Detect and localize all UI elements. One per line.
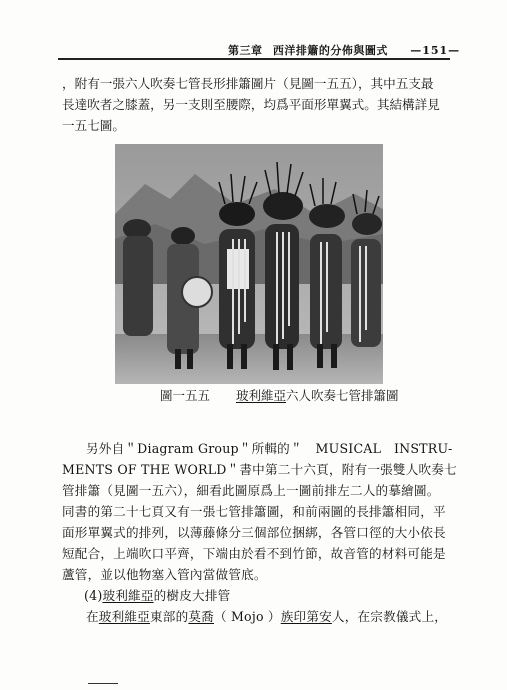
text-line: 長達吹者之膝蓋，另一支則至腰際，均爲平面形單翼式。其結構詳見 [62,97,440,112]
text-fragment: （ Mojo ） [213,609,281,624]
subsection-title: 的樹皮大排管 [153,588,231,603]
text-line: 同書的第二十七頁又有一張七管排簫圖，和前兩圖的長排簫相同，平 [62,504,446,519]
text-tribe: 莫喬 [188,609,214,624]
panpipe-players-photo [115,144,383,384]
text-line: ，附有一張六人吹奏七管長形排簫圖片（見圖一五五），其中五支最 [62,76,434,91]
text-line: 蘆管，並以他物塞入管內當做管底。 [62,567,267,582]
text-fragment: 東部的 [149,609,189,624]
figure-number: 圖一五五 [160,388,211,403]
text-line: MENTS OF THE WORLD＂書中第二十六頁，附有一張雙人吹奏七 [62,462,457,477]
text-line-last [62,606,452,627]
caption-text: 六人吹奏七管排簫圖 [286,388,399,403]
text-people: 族印第安 [280,609,332,624]
text-line: 一五七圖。 [62,118,125,133]
page-number: —151— [410,44,461,57]
text-country: 玻利維亞 [98,609,150,624]
text-line: 短配合，上端吹口平齊，下端由於看不到竹節，故音管的材料可能是 [62,546,446,561]
text-line: 面形單翼式的排列，以薄藤條分三個部位捆綁，各管口徑的大小依長 [62,525,446,540]
subsection-number: (4) [84,588,103,603]
text-line: 管排簫（見圖一五六），細看此圖原爲上一圖前排左二人的摹繪圖。 [62,483,440,498]
figure-photo [115,144,383,384]
subsection-heading [62,585,452,606]
paragraph-2 [62,438,457,627]
header-rule [58,58,450,60]
chapter-title: 西洋排簫的分佈與圖式 [272,44,388,57]
figure-caption [160,386,399,404]
chapter-label: 第三章 [228,44,263,57]
subsection-country: 玻利維亞 [102,588,154,603]
text-fragment: 在 [86,609,99,624]
paragraph-1 [62,73,452,136]
footer-mark [88,683,118,684]
text-line: 另外自＂Diagram Group＂所輯的＂ MUSICAL INSTRU- [86,441,453,456]
caption-country: 玻利維亞 [236,388,287,403]
running-header [228,42,460,58]
text-fragment: 人，在宗教儀式上， [331,609,448,624]
